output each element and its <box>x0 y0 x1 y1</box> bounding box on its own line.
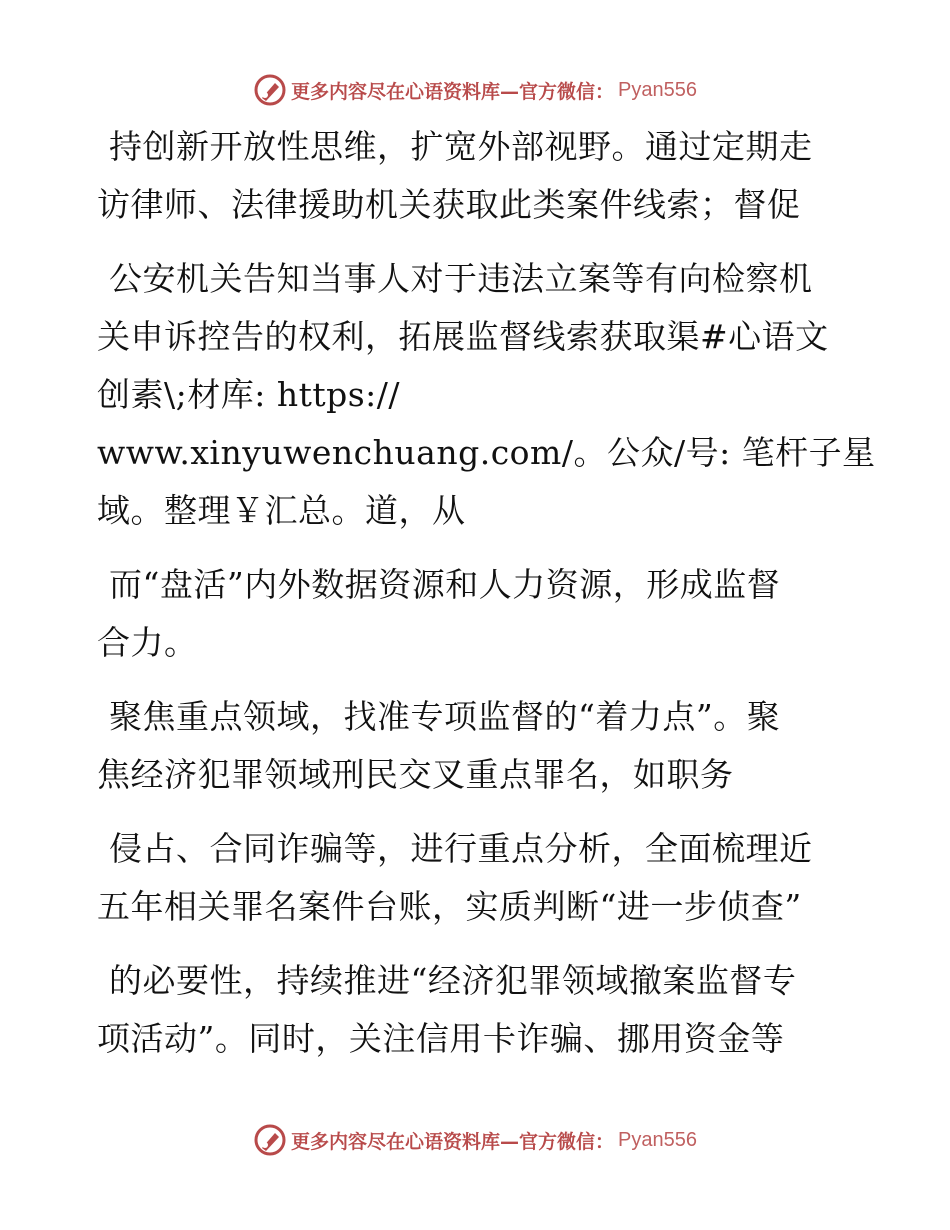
watermark-text: 更多内容尽在心语资料库—官方微信： <box>291 80 615 103</box>
text-line: 焦经济犯罪领域刑民交叉重点罪名，如职务 <box>97 755 734 794</box>
text-line: 聚焦重点领域，找准专项监督的“着力点”。聚 <box>109 697 781 736</box>
pen-logo-icon <box>253 73 287 107</box>
document-body <box>97 118 876 1084</box>
text-line: 合力。 <box>97 623 198 662</box>
text-line: 侵占、合同诈骗等，进行重点分析，全面梳理近 <box>109 829 813 868</box>
paragraph <box>97 118 837 234</box>
watermark-wechat-id: Pyan556 <box>618 78 697 101</box>
watermark-wechat-id: Pyan556 <box>618 1128 697 1151</box>
paragraph <box>97 820 837 936</box>
watermark-text: 更多内容尽在心语资料库—官方微信： <box>291 1130 615 1153</box>
text-line: 而“盘活”内外数据资源和人力资源，形成监督 <box>109 565 781 604</box>
text-line: 的必要性，持续推进“经济犯罪领域撤案监督专 <box>109 961 797 1000</box>
paragraph <box>97 250 876 540</box>
text-line: 访律师、法律援助机关获取此类案件线索；督促 <box>97 185 801 224</box>
text-line: 公安机关告知当事人对于违法立案等有向检察机 <box>109 259 813 298</box>
text-line: www.xinyuwenchuang.com/。公众/号: 笔杆子星 <box>97 433 876 472</box>
text-line: 项活动”。同时，关注信用卡诈骗、挪用资金等 <box>97 1019 785 1058</box>
text-line: 五年相关罪名案件台账，实质判断“进一步侦查” <box>97 887 802 926</box>
text-line: 持创新开放性思维，扩宽外部视野。通过定期走 <box>109 127 813 166</box>
pen-logo-icon <box>253 1123 287 1157</box>
header-watermark <box>0 70 950 110</box>
footer-watermark <box>0 1120 950 1160</box>
text-line: 创素\;材库: https:// <box>97 375 401 414</box>
text-line: 关申诉控告的权利，拓展监督线索获取渠#心语文 <box>97 317 829 356</box>
paragraph <box>97 952 837 1068</box>
paragraph <box>97 688 837 804</box>
paragraph <box>97 556 837 672</box>
text-line: 域。整理￥汇总。道，从 <box>97 491 466 530</box>
